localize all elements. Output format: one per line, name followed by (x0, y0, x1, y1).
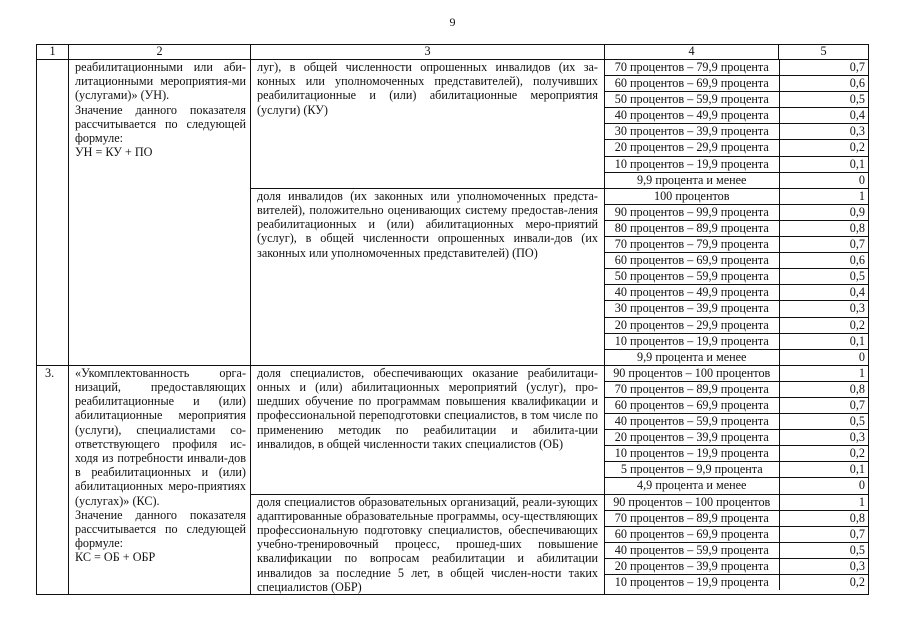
scale-value: 0,2 (779, 575, 869, 591)
block2-group1-text: доля специалистов, обеспечивающих оказание реабилитаци-онных и (или) абилитационных мероприятий (услуг), про-шедших обучение по программам повышения квалификации и профессиональной переподготовки специалистов, в том числе по применению методик по реабилитации и абилита-ции инвалидов, в общей численности таких специалистов (ОБ) (251, 365, 605, 494)
scale-row (605, 478, 869, 494)
scale-value: 0,5 (779, 92, 869, 108)
scale-range: 20 процентов – 39,9 процента (605, 430, 779, 446)
scale-value: 0 (779, 478, 869, 494)
scale-value: 0,3 (779, 124, 869, 140)
scale-value: 0,5 (779, 414, 869, 430)
scale-value: 0,4 (779, 285, 869, 301)
indicator-table (36, 44, 869, 595)
scale-range: 70 процентов – 89,9 процента (605, 381, 779, 397)
scale-table (605, 189, 869, 365)
scale-range: 30 процентов – 39,9 процента (605, 124, 779, 140)
header-col-2: 2 (69, 45, 251, 60)
scale-row (605, 333, 869, 349)
scale-range: 10 процентов – 19,9 процента (605, 156, 779, 172)
scale-table (605, 495, 869, 591)
scale-row (605, 397, 869, 413)
scale-value: 0,6 (779, 253, 869, 269)
scale-range: 60 процентов – 69,9 процента (605, 253, 779, 269)
scale-row (605, 124, 869, 140)
scale-row (605, 575, 869, 591)
block1-group2-scale (605, 188, 869, 365)
block1-group2-text: доля инвалидов (их законных или уполномоченных предста-вителей), положительно оценивающих систему предостав-ления реабилитационных и (или) абилитационных меро-приятий (услуг), в общей численности опрошенных инвали-дов (их законных или уполномоченных представителей) (ПО) (251, 188, 605, 365)
header-col-5: 5 (779, 45, 869, 60)
scale-range: 80 процентов – 89,9 процента (605, 220, 779, 236)
scale-row (605, 414, 869, 430)
scale-range: 50 процентов – 59,9 процента (605, 269, 779, 285)
scale-value: 0,1 (779, 462, 869, 478)
scale-range: 60 процентов – 69,9 процента (605, 397, 779, 413)
block2-formula-intro: Значение данного показателя рассчитывается по следующей формуле: (75, 507, 246, 551)
scale-value: 0,7 (779, 526, 869, 542)
block2-group2-text: доля специалистов образовательных организаций, реали-зующих адаптированные образовательные программы, осу-ществляющих профессиональную подготовку специалистов, обеспечивающих учебно-тренировочный процесс, прошед-ших повышение квалификации по вопросам реабилитации и абилитации инвалидов за последние 5 лет, в общей числен-ности таких специалистов (ОБР) (251, 494, 605, 594)
scale-range: 20 процентов – 29,9 процента (605, 140, 779, 156)
scale-value: 0,6 (779, 76, 869, 92)
scale-range: 70 процентов – 79,9 процента (605, 237, 779, 253)
scale-row (605, 108, 869, 124)
scale-row (605, 495, 869, 511)
scale-range: 10 процентов – 19,9 процента (605, 333, 779, 349)
scale-value: 0,4 (779, 108, 869, 124)
scale-value: 0,3 (779, 430, 869, 446)
scale-value: 0,8 (779, 381, 869, 397)
scale-value: 1 (779, 189, 869, 205)
scale-value: 0,7 (779, 237, 869, 253)
scale-range: 20 процентов – 29,9 процента (605, 317, 779, 333)
scale-value: 0,2 (779, 446, 869, 462)
scale-value: 0,1 (779, 156, 869, 172)
scale-range: 30 процентов – 39,9 процента (605, 301, 779, 317)
block2-group1-scale (605, 365, 869, 494)
scale-range: 40 процентов – 59,9 процента (605, 414, 779, 430)
scale-row (605, 301, 869, 317)
scale-row (605, 269, 869, 285)
scale-row (605, 220, 869, 236)
scale-row (605, 204, 869, 220)
scale-range: 50 процентов – 59,9 процента (605, 92, 779, 108)
scale-value: 0,5 (779, 542, 869, 558)
scale-range: 40 процентов – 49,9 процента (605, 285, 779, 301)
scale-value: 0 (779, 349, 869, 365)
scale-row (605, 172, 869, 188)
header-col-3: 3 (251, 45, 605, 60)
scale-row (605, 558, 869, 574)
scale-row (605, 60, 869, 76)
scale-row (605, 430, 869, 446)
scale-range: 5 процентов – 9,9 процента (605, 462, 779, 478)
block1-indicator-text: реабилитационными или аби-литационными мероприятия-ми (услугами)» (УН). (75, 60, 246, 103)
scale-value: 1 (779, 495, 869, 511)
scale-range: 40 процентов – 59,9 процента (605, 542, 779, 558)
scale-range: 90 процентов – 99,9 процента (605, 204, 779, 220)
scale-value: 0,5 (779, 269, 869, 285)
scale-range: 60 процентов – 69,9 процента (605, 76, 779, 92)
block2-indicator-text: «Укомплектованность орга-низаций, предоставляющих реабилитационные и (или) абилитационные мероприятия (услуги), специалистами со-ответствующего профиля ис-ходя из потребности инвали-дов в реабилитационных и (или) абилитационных меро-приятиях (услугах)» (КС). (75, 365, 246, 508)
block2-formula: КС = ОБ + ОБР (75, 550, 156, 565)
scale-row (605, 526, 869, 542)
scale-value: 0,3 (779, 301, 869, 317)
scale-row (605, 156, 869, 172)
block1-group1-text: луг), в общей численности опрошенных инвалидов (их за-конных или уполномоченных представителей), получивших реабилитационные и (или) абилитационные мероприятия (услуги) (КУ) (251, 60, 605, 189)
header-col-4: 4 (605, 45, 779, 60)
scale-row (605, 381, 869, 397)
scale-value: 0 (779, 172, 869, 188)
block1-number (37, 60, 69, 366)
scale-table (605, 366, 869, 494)
scale-range: 20 процентов – 39,9 процента (605, 558, 779, 574)
block1-group1-scale (605, 60, 869, 189)
scale-row (605, 446, 869, 462)
block1-indicator-description (69, 60, 251, 366)
scale-range: 90 процентов – 100 процентов (605, 495, 779, 511)
scale-row (605, 542, 869, 558)
scale-range: 40 процентов – 49,9 процента (605, 108, 779, 124)
scale-value: 0,2 (779, 140, 869, 156)
scale-row (605, 92, 869, 108)
scale-row (605, 253, 869, 269)
scale-value: 0,8 (779, 220, 869, 236)
scale-range: 90 процентов – 100 процентов (605, 366, 779, 382)
scale-value: 0,9 (779, 204, 869, 220)
page-number: 9 (449, 15, 456, 29)
scale-value: 0,2 (779, 317, 869, 333)
scale-value: 0,1 (779, 333, 869, 349)
scale-range: 70 процентов – 89,9 процента (605, 510, 779, 526)
scale-range: 9,9 процента и менее (637, 172, 747, 187)
block2-number: 3. (37, 365, 69, 594)
scale-range: 100 процентов (605, 189, 779, 205)
block2-row-a (37, 365, 869, 494)
scale-value: 0,8 (779, 510, 869, 526)
scale-range: 70 процентов – 79,9 процента (605, 60, 779, 76)
scale-row (605, 462, 869, 478)
scale-range: 4,9 процента и менее (637, 478, 747, 493)
scale-row (605, 317, 869, 333)
scale-value: 0,7 (779, 60, 869, 76)
scale-range: 9,9 процента и менее (637, 349, 747, 364)
scale-range: 10 процентов – 19,9 процента (614, 575, 769, 589)
block1-formula-intro: Значение данного показателя рассчитывается по следующей формуле: (75, 102, 246, 146)
scale-row (605, 366, 869, 382)
scale-value: 1 (779, 366, 869, 382)
block2-group2-scale (605, 494, 869, 594)
scale-range: 10 процентов – 19,9 процента (605, 446, 779, 462)
header-row (37, 45, 869, 60)
scale-value: 0,7 (779, 397, 869, 413)
scale-row (605, 140, 869, 156)
scale-range: 60 процентов – 69,9 процента (605, 526, 779, 542)
scale-row (605, 189, 869, 205)
scale-row (605, 349, 869, 365)
scale-table (605, 60, 869, 188)
header-col-1: 1 (37, 45, 69, 60)
block1-row-a (37, 60, 869, 189)
scale-row (605, 510, 869, 526)
scale-row (605, 237, 869, 253)
scale-row (605, 285, 869, 301)
scale-row (605, 76, 869, 92)
block1-formula: УН = КУ + ПО (75, 145, 153, 160)
block2-indicator-description (69, 365, 251, 594)
scale-value: 0,3 (779, 558, 869, 574)
